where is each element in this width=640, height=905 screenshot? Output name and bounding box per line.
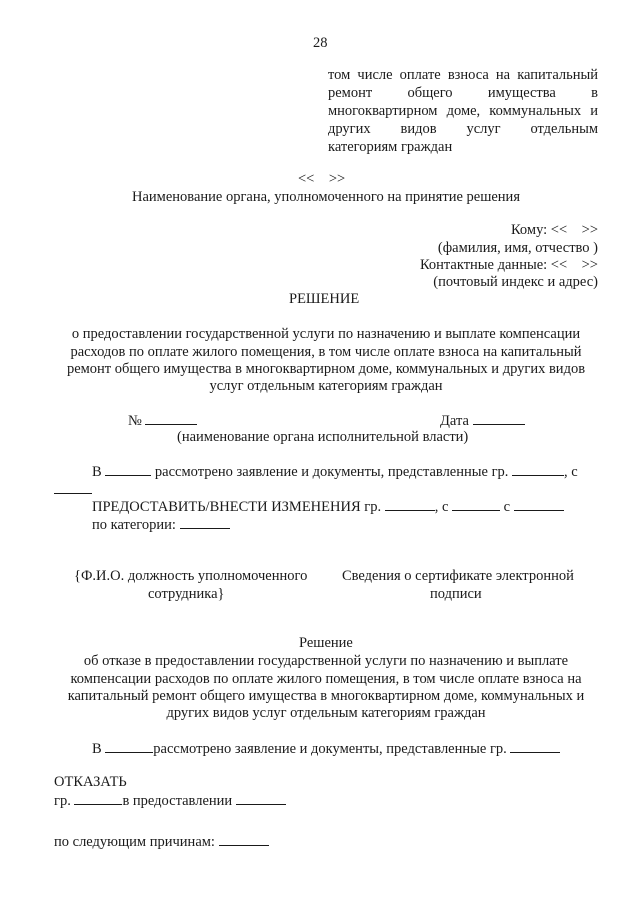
- header-line-3: многоквартирном доме, коммунальных и: [328, 103, 598, 119]
- reasons-label: по следующим причинам:: [54, 834, 215, 850]
- authority-title: Наименование органа, уполномоченного на принятие решения: [132, 189, 520, 205]
- review-date-blank: [54, 480, 92, 499]
- refusal-review-line: [92, 739, 560, 758]
- decision-subject-line-4: услуг отдельным категориям граждан: [209, 378, 443, 394]
- decision-title: РЕШЕНИЕ: [289, 291, 360, 307]
- address-hint: (почтовый индекс и адрес): [433, 274, 598, 290]
- placeholder-top: << >>: [298, 171, 346, 187]
- reasons-blank: [219, 832, 269, 846]
- header-line-4: других видов услуг отдельным: [328, 121, 598, 137]
- review-middle: рассмотрено заявление и документы, представленные гр.: [154, 464, 509, 480]
- number-label: №: [128, 413, 142, 429]
- grant-label: ПРЕДОСТАВИТЬ/ВНЕСТИ ИЗМЕНЕНИЯ: [92, 499, 361, 515]
- review-suffix: , с: [564, 464, 578, 480]
- signature-certificate-line-1: Сведения о сертификате электронной: [342, 568, 574, 584]
- refuse-line: [54, 791, 286, 810]
- number-blank: [145, 411, 197, 425]
- refusal-subject-line-2: компенсации расходов по оплате жилого помещения, в том числе оплате взноса на: [70, 671, 582, 687]
- refuse-text: в предоставлении: [122, 793, 233, 809]
- review-name-blank: [512, 462, 564, 476]
- name-hint: (фамилия, имя, отчество ): [437, 240, 598, 256]
- refuse-label: ОТКАЗАТЬ: [54, 774, 127, 790]
- grant-from: , с: [434, 499, 449, 515]
- category-line: [92, 515, 230, 534]
- reasons-line: [54, 832, 269, 851]
- date-blank: [473, 411, 525, 425]
- header-line-2: ремонт общего имущества в: [328, 85, 598, 101]
- decision-subject-line-3: ремонт общего имущества в многоквартирном доме, коммунальных и других видов: [66, 361, 586, 377]
- refusal-review-place-blank: [105, 739, 153, 753]
- category-label: по категории:: [92, 517, 176, 533]
- decision-subject-line-1: о предоставлении государственной услуги по назначению и выплате компенсации: [71, 326, 581, 342]
- grant-line: [92, 497, 564, 516]
- grant-name-blank: [385, 497, 435, 511]
- date-label: Дата: [440, 413, 469, 429]
- refusal-subject-line-3: капитальный ремонт общего имущества в многоквартирном доме, коммунальных и: [67, 688, 585, 704]
- refusal-review-middle: рассмотрено заявление и документы, представленные гр.: [153, 741, 507, 757]
- org-hint: (наименование органа исполнительной власти): [177, 429, 469, 445]
- page-number: 28: [313, 35, 328, 51]
- refuse-name-blank: [74, 791, 122, 805]
- review-place-blank: [105, 462, 151, 476]
- refusal-subject-line-4: других видов услуг отдельным категориям граждан: [166, 705, 486, 721]
- grant-to: с: [503, 499, 511, 515]
- signature-certificate-line-2: подписи: [430, 586, 482, 602]
- refuse-gr: гр.: [54, 793, 71, 809]
- signature-official-line-2: сотрудника}: [148, 586, 225, 602]
- signature-official-line-1: {Ф.И.О. должность уполномоченного: [74, 568, 308, 584]
- refusal-subject-line-1: об отказе в предоставлении государственной услуги по назначению и выплате: [83, 653, 569, 669]
- contacts-label: Контактные данные: << >>: [419, 257, 598, 273]
- grant-to-blank: [514, 497, 564, 511]
- refusal-review-prefix: В: [92, 741, 102, 757]
- grant-gr: гр.: [364, 499, 382, 515]
- review-line: [92, 462, 578, 481]
- header-line-1: том числе оплате взноса на капитальный: [328, 67, 598, 83]
- category-blank: [180, 515, 230, 529]
- review-prefix: В: [92, 464, 102, 480]
- grant-from-blank: [452, 497, 500, 511]
- to-label: Кому: << >>: [510, 222, 598, 238]
- refusal-title: Решение: [299, 635, 353, 651]
- refuse-blank: [236, 791, 286, 805]
- header-line-5: категориям граждан: [328, 139, 453, 155]
- refusal-review-name-blank: [510, 739, 560, 753]
- decision-subject-line-2: расходов по оплате жилого помещения, в том числе оплате взноса на капитальный: [70, 344, 582, 360]
